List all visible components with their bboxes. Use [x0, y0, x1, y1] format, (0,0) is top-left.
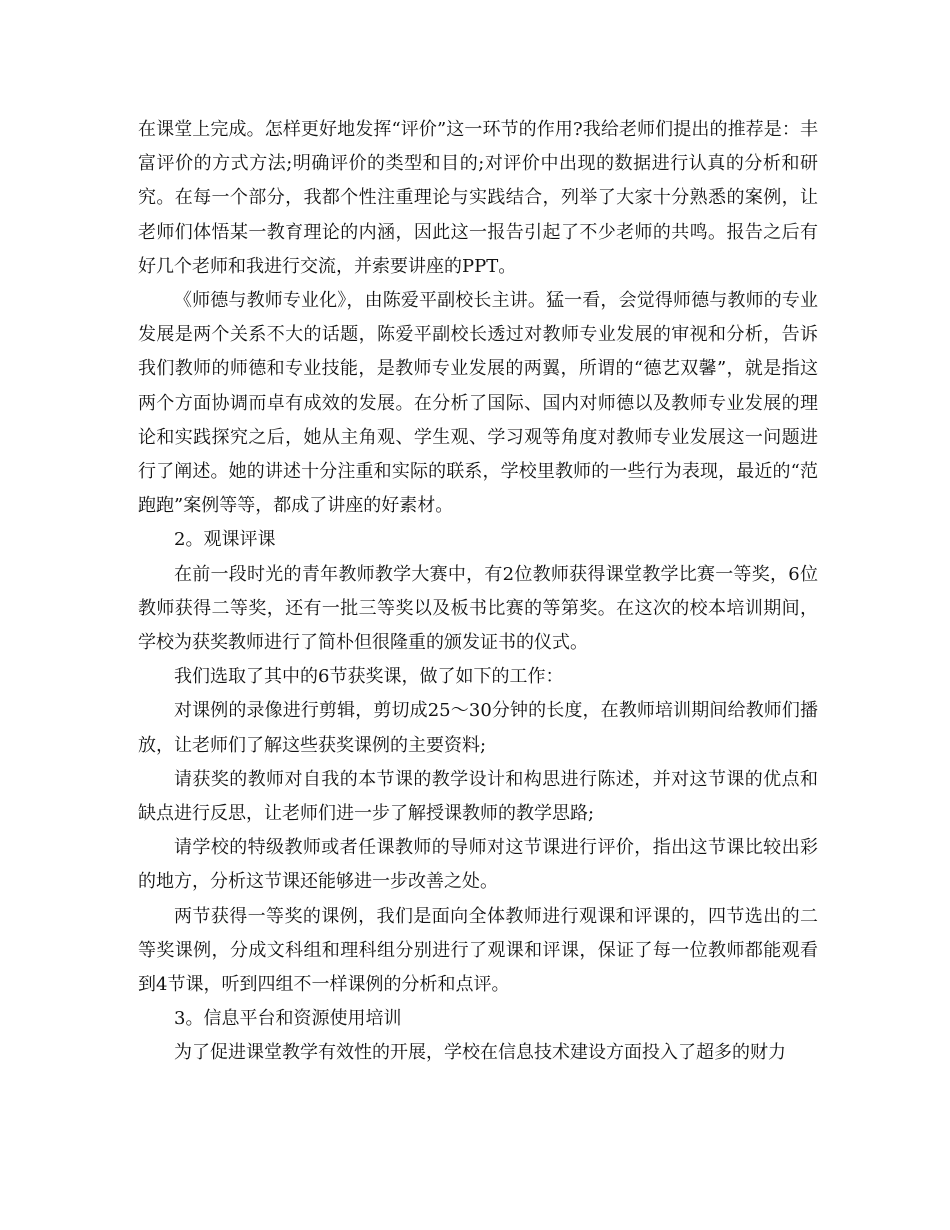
- paragraph-group-observation: 两节获得一等奖的课例，我们是面向全体教师进行观课和评课的，四节选出的二等奖课例，分成文科组和理科组分别进行了观课和评课，保证了每一位教师都能观看到4节课，听到四组不一样课例的分析和点评。: [138, 905, 818, 996]
- paragraph-teacher-reflection: 请获奖的教师对自我的本节课的教学设计和构思进行陈述，并对这节课的优点和缺点进行反思，让老师们进一步了解授课教师的教学思路;: [138, 768, 818, 825]
- paragraph-selected-lessons: 我们选取了其中的6节获奖课，做了如下的工作：: [174, 666, 564, 688]
- paragraph-it-investment: 为了促进课堂教学有效性的开展，学校在信息技术建设方面投入了超多的财力: [174, 1042, 786, 1064]
- paragraph-teaching-contest: 在前一段时光的青年教师教学大赛中，有2位教师获得课堂教学比赛一等奖，6位教师获得二等奖，还有一批三等奖以及板书比赛的等第奖。在这次的校本培训期间，学校为获奖教师进行了简朴但很隆重的颁发证书的仪式。: [138, 563, 818, 654]
- document-body: [138, 113, 818, 1071]
- paragraph-evaluation-report: 在课堂上完成。怎样更好地发挥“评价”这一环节的作用?我给老师们提出的推荐是：丰富评价的方式方法;明确评价的类型和目的;对评价中出现的数据进行认真的分析和研究。在每一个部分，我都个性注重理论与实践结合，列举了大家十分熟悉的案例，让老师们体悟某一教育理论的内涵，因此这一报告引起了不少老师的共鸣。报告之后有好几个老师和我进行交流，并索要讲座的PPT。: [138, 119, 818, 277]
- paragraph-mentor-evaluation: 请学校的特级教师或者任课教师的导师对这节课进行评价，指出这节课比较出彩的地方，分析这节课还能够进一步改善之处。: [138, 837, 818, 893]
- paragraph-video-editing: 对课例的录像进行剪辑，剪切成25～30分钟的长度，在教师培训期间给教师们播放，让老师们了解这些获奖课例的主要资料;: [138, 700, 818, 756]
- paragraph-ethics-lecture: 《师德与教师专业化》，由陈爱平副校长主讲。猛一看，会觉得师德与教师的专业发展是两个关系不大的话题，陈爱平副校长透过对教师专业发展的审视和分析，告诉我们教师的师德和专业技能，是教师专业发展的两翼，所谓的“德艺双馨”，就是指这两个方面协调而卓有成效的发展。在分析了国际、国内对师德以及教师专业发展的理论和实践探究之后，她从主角观、学生观、学习观等角度对教师专业发展这一问题进行了阐述。她的讲述十分注重和实际的联系，学校里教师的一些行为表现，最近的“范跑跑”案例等等，都成了讲座的好素材。: [138, 290, 818, 517]
- section-heading-observe-evaluate: 2。观课评课: [174, 529, 276, 551]
- section-heading-info-platform: 3。信息平台和资源使用培训: [174, 1008, 402, 1030]
